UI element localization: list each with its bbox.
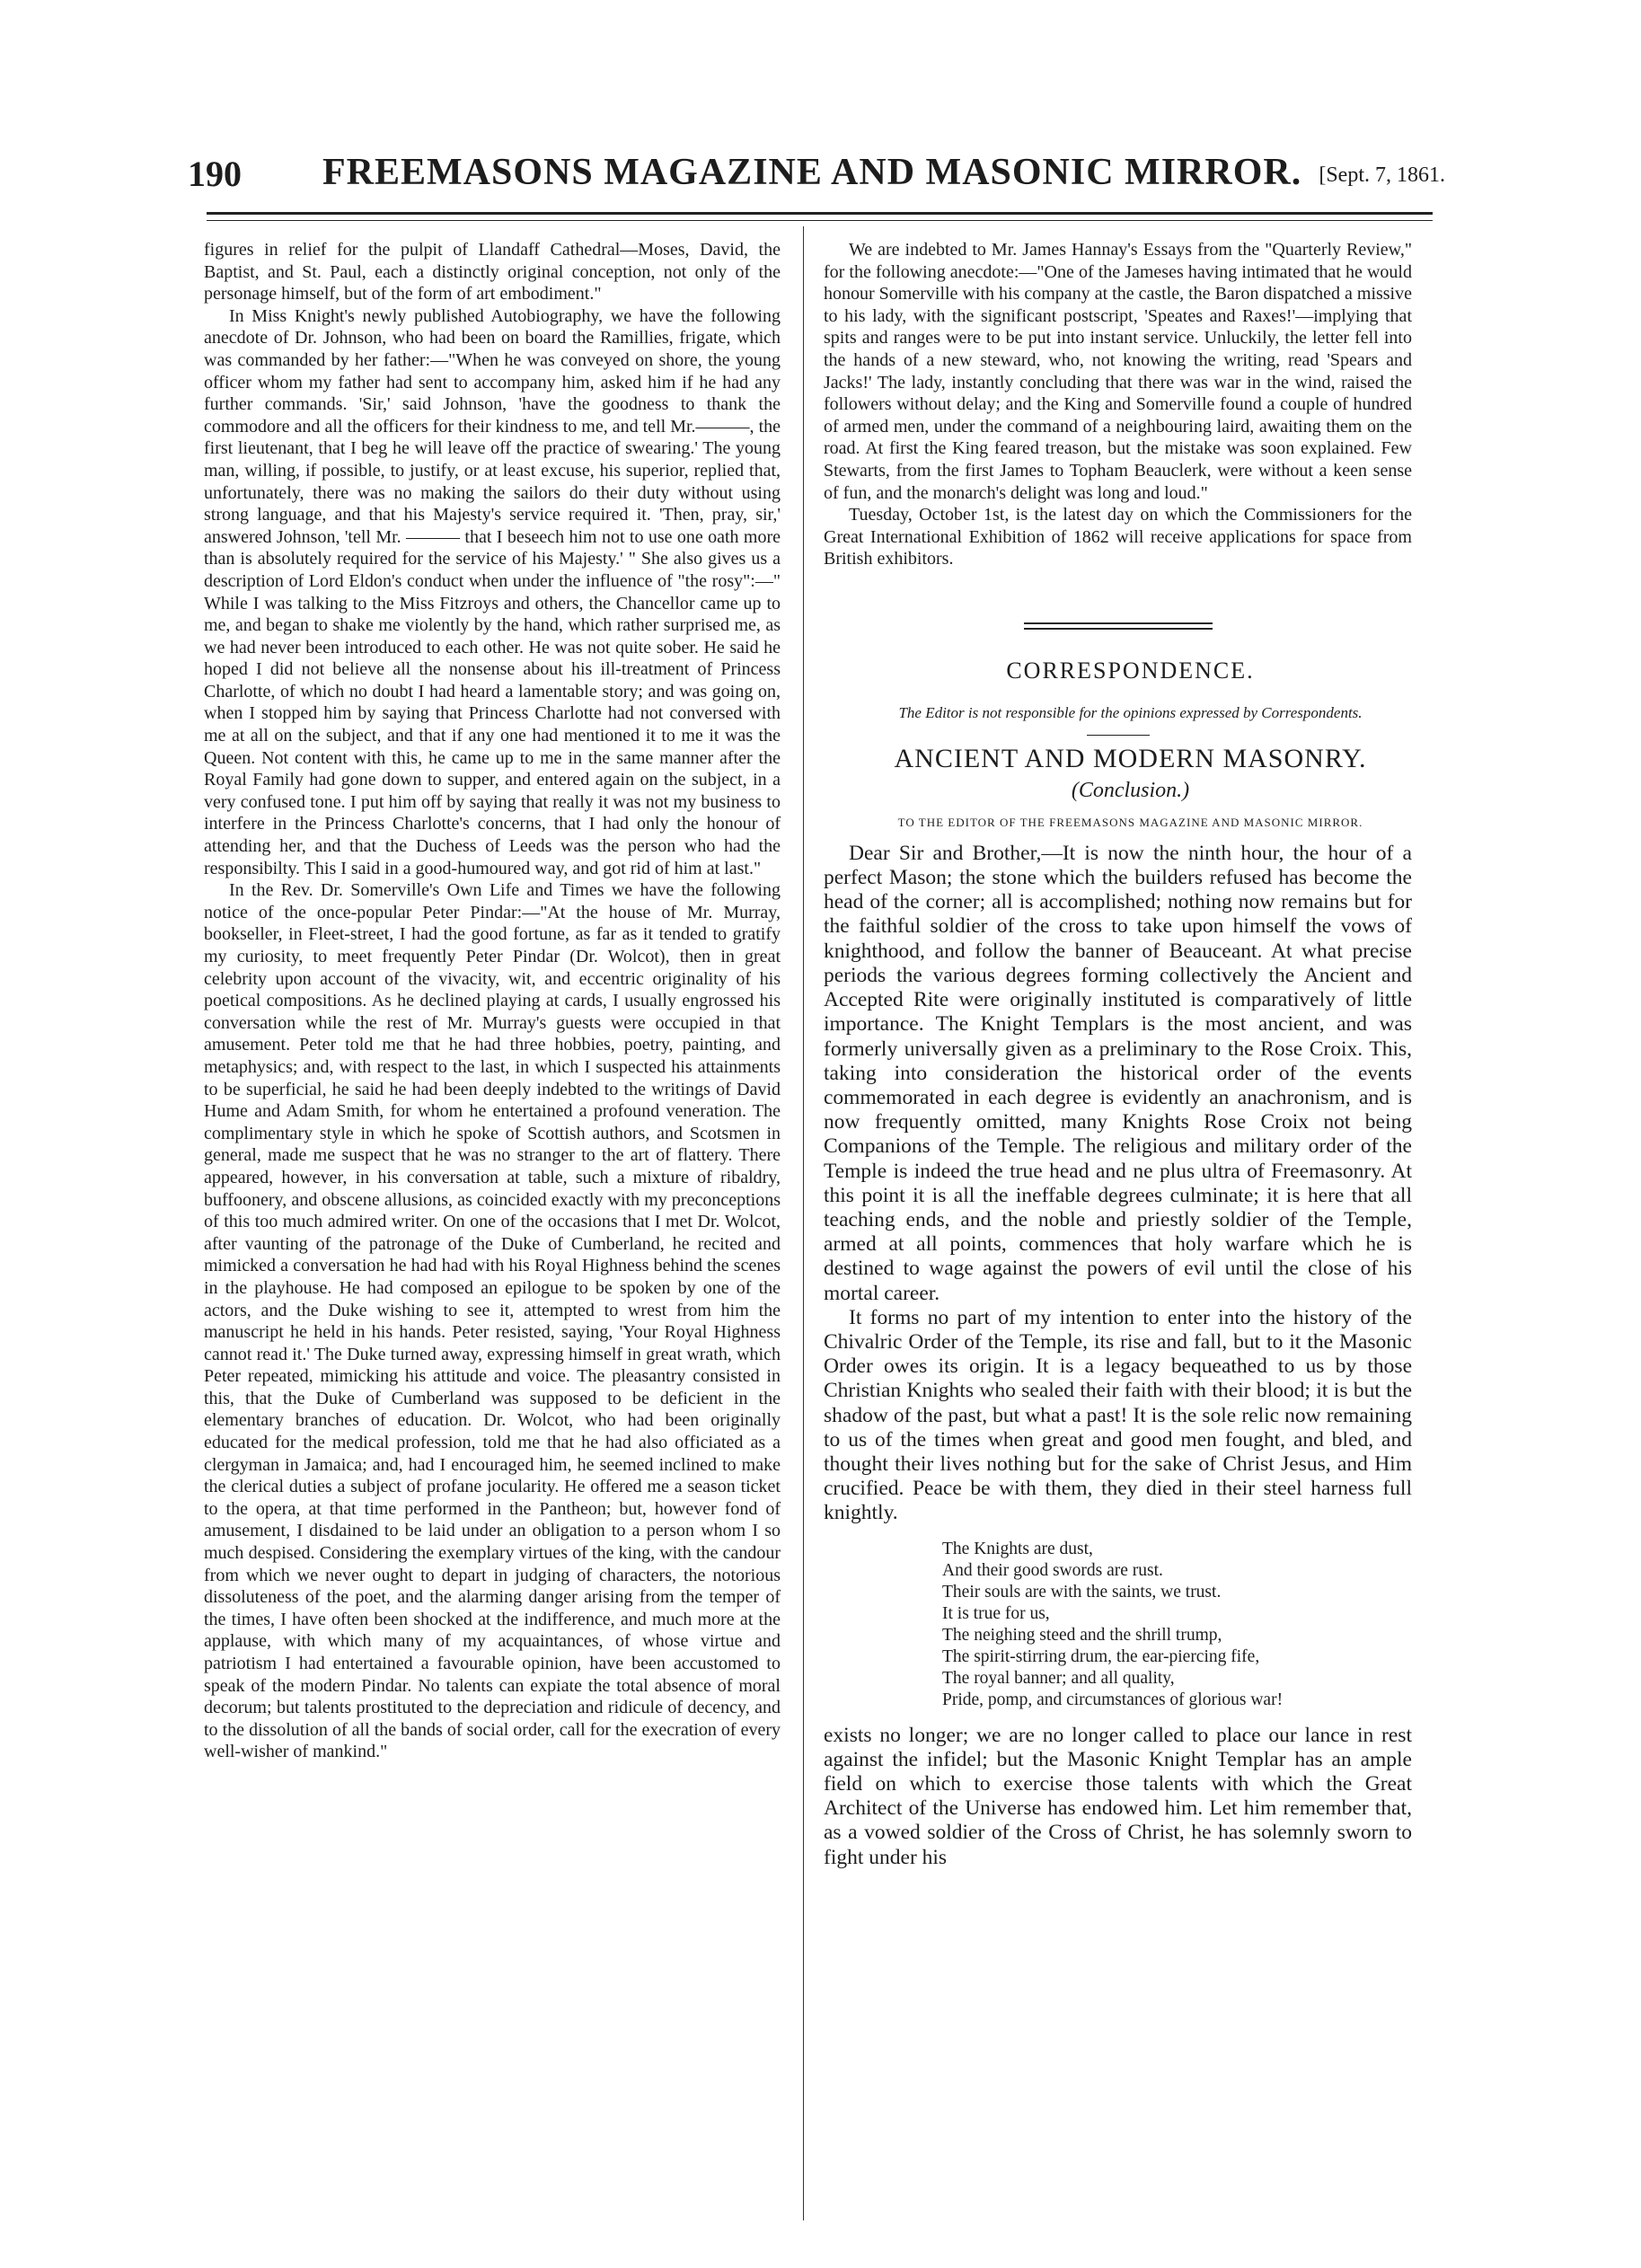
page-number: 190 [188,154,242,194]
letter-body [824,842,1412,1526]
paragraph: It forms no part of my intention to enter into the history of the Chivalric Order of the Temple, its rise and fall, but to it the Masonic Order owes its origin. It is a legacy bequeathed to us by those Christian Knights who sealed their faith with their blood; it is but the shadow of the past, but what a past! It is the sole relic now remaining to us of the times when great and good men fought, and bled, and thought their lives nothing but for the sake of Christ Jesus, and Him crucified. Peace be with them, they died in their steel harness full knightly. [824,1305,1412,1525]
letter-continuation [824,1724,1412,1870]
poem-line: It is true for us, [942,1603,1050,1623]
poem-line: The neighing steed and the shrill trump, [942,1625,1222,1645]
article-title: ANCIENT AND MODERN MASONRY. [894,744,1367,774]
masthead [188,151,1445,205]
section-heading: CORRESPONDENCE. [1006,657,1255,684]
paragraph: Dear Sir and Brother,—It is now the ninth hour, the hour of a perfect Mason; the stone which the builders refused has become the head of the corner; all is accomplished; nothing now remains but for the faithful soldier of the cross to take upon himself the vows of knighthood, and follow the banner of Beauceant. At what precise periods the various degrees forming collectively the Ancient and Accepted Rite were originally instituted is comparatively of little importance. The Knight Templars is the most ancient, and was formerly universally given as a preliminary to the Rose Croix. This, taking into consideration the historical order of the events commemorated in each degree is evidently an anachronism, and is now frequently omitted, many Knights Rose Croix not being Companions of the Temple. The religious and military order of the Temple is indeed the true head and ne plus ultra of Freemasonry. At this point it is all the ineffable degrees culminate; it is here that all teaching ends, and the noble and priestly soldier of the Temple, armed at all points, commences that holy warfare which he is destined to wage against the powers of evil until the close of his mortal career. [824,841,1412,1305]
publication-title: FREEMASONS MAGAZINE AND MASONIC MIRROR. [322,152,1302,193]
editor-disclaimer: The Editor is not responsible for the opinions expressed by Correspondents. [898,703,1363,721]
paragraph: figures in relief for the pulpit of Llandaff Cathedral—Moses, David, the Baptist, and St. Paul, each a distinctly original conception, not only of the personage himself, but of the form of art embodiment." [204,240,781,304]
letter-address: TO THE EDITOR OF THE FREEMASONS MAGAZINE AND MASONIC MIRROR. [897,816,1363,830]
column-divider [803,226,804,2220]
paragraph: In Miss Knight's newly published Autobiography, we have the following anecdote of Dr. Johnson, who had been on board the Ramillies, frigate, which was commanded by her father:—"When he was conveyed on shore, the young officer whom my father had sent to accompany him, asked him if he had any further commands. 'Sir,' said Johnson, 'have the goodness to thank the commodore and all the officers for their kindness to me, and tell Mr.———, the first lieutenant, that I beg he will leave off the practice of swearing.' The young man, willing, if possible, to justify, or at least excuse, his superior, replied that, unfortunately, there was no making the sailors do their duty without using strong language, and that his Majesty's service required it. 'Then, pray, sir,' answered Johnson, 'tell Mr. ——— that I beseech him not to use one oath more than is absolutely required for the service of his Majesty.' " She also gives us a description of Lord Eldon's conduct when under the influence of "the rosy":—" While I was talking to the Miss Fitzroys and others, the Chancellor came up to me, and began to shake me violently by the hand, which rather surprised me, as we had never been introduced to each other. He was not quite sober. He said he hoped I did not believe all the nonsense about his ill-treatment of Princess Charlotte, of which no doubt I had heard a lamentable story; and was going on, when I stopped him by saying that Princess Charlotte had not conversed with me at all on the subject, and that if any one had mentioned it to me it was the Queen. Not content with this, he came up to me in the same manner after the Royal Family had gone down to supper, and entered again on the subject, in a very confused tone. I put him off by saying that really it was not my business to interfere in the Princess Charlotte's concerns, that I had only the honour of attending her, and that the Duchess of Leeds was the person who had the responsibilty. This I said in a good-humoured way, and got rid of him at last." [204,305,781,878]
poem-line: And their good swords are rust. [942,1560,1163,1580]
paragraph: We are indebted to Mr. James Hannay's Essays from the "Quarterly Review," for the following anecdote:—"One of the Jameses having intimated that he would honour Somerville with his company at the castle, the Baron dispatched a missive to his lady, with the significant postscript, 'Speates and Raxes!'—implying that spits and ranges were to be put into instant service. Unluckily, the letter fell into the hands of a new steward, who, not knowing the writing, read 'Spears and Jacks!' The lady, instantly concluding that there was war in the wind, raised the followers without delay; and the King and Somerville found a couple of hundred of armed men, under the command of a neighbouring laird, awaiting them on the road. At first the King feared treason, but the mistake was soon explained. Few Stewarts, from the first James to Topham Beauclerk, were without a keen sense of fun, and the monarch's delight was long and loud." [824,240,1412,503]
poem-line: The Knights are dust, [942,1539,1093,1558]
poem [942,1539,1412,1711]
masthead-rule [207,212,1433,221]
section-separator [1024,622,1213,630]
article-subtitle: (Conclusion.) [1071,778,1190,802]
right-column [824,239,1412,1870]
paragraph: Tuesday, October 1st, is the latest day on which the Commissioners for the Great International Exhibition of 1862 will receive applications for space from British exhibitors. [824,505,1412,569]
paragraph: In the Rev. Dr. Somerville's Own Life and Times we have the following notice of the once-popular Peter Pindar:—"At the house of Mr. Murray, bookseller, in Fleet-street, I had the good fortune, as far as it tended to gratify my curiosity, to meet frequently Peter Pindar (Dr. Wolcot), then in great celebrity upon account of the vivacity, wit, and eccentric originality of his poetical compositions. As he declined playing at cards, I usually engrossed his conversation while the rest of Mr. Murray's guests were occupied in that amusement. Peter told me that he had three hobbies, poetry, painting, and metaphysics; and, with respect to the last, in which I suspected his attainments to be superficial, he said he had been deeply indebted to the writings of David Hume and Adam Smith, for whom he entertained a profound veneration. The complimentary style in which he spoke of Scottish authors, and Scotsmen in general, made me suspect that he was no stranger to the art of flattery. There appeared, however, in his conversation at table, such a mixture of ribaldry, buffoonery, and obscene allusions, as coincided exactly with my preconceptions of this too much admired writer. On one of the occasions that I met Dr. Wolcot, after vaunting of the patronage of the Duke of Cumberland, he recited and mimicked a conversation he had had with his Royal Highness behind the scenes in the playhouse. He had composed an epilogue to be spoken by one of the actors, and the Duke wishing to see it, attempted to wrest from him the manuscript he held in his hands. Peter resisted, saying, 'Your Royal Highness cannot read it.' The Duke turned away, expressing himself in great wrath, which Peter repeated, mimicking his attitude and voice. The pleasantry consisted in this, that the Duke of Cumberland was supposed to be deficient in the elementary branches of education. Dr. Wolcot, who had been originally educated for the medical profession, told me that he had also officiated as a clergyman in Jamaica; and, had I encouraged him, he seemed inclined to make the clerical duties a subject of profane jocularity. He offered me a season ticket to the opera, at that time performed in the Pantheon; but, however fond of amusement, I disdained to be laid under an obligation to a person whom I so much despised. Considering the exemplary virtues of the king, with the candour from which we never ought to depart in judging of characters, the notorious dissoluteness of the poet, and the alarming danger arising from the temper of the times, I have often been shocked at the indifference, and much more at the applause, with which many of my acquaintances, of whose virtue and patriotism I had entertained a favourable opinion, have been accustomed to speak of the modern Pindar. No talents can expiate the total absence of moral decorum; but talents prostituted to the depreciation and ridicule of decency, and to the dissolution of all the bands of social order, call for the execration of every well-wisher of mankind." [204,880,781,1762]
paragraph: exists no longer; we are no longer called to place our lance in rest against the infidel; but the Masonic Knight Templar has an ample field on which to exercise those talents with which the Great Architect of the Universe has endowed him. Let him remember that, as a vowed soldier of the Cross of Christ, he has solemnly sworn to fight under his [824,1723,1412,1869]
poem-line: The royal banner; and all quality, [942,1668,1175,1688]
poem-line: Their souls are with the saints, we trust. [942,1582,1222,1602]
left-column [204,239,781,1763]
poem-line: The spirit-stirring drum, the ear-piercing fife, [942,1646,1260,1666]
poem-line: Pride, pomp, and circumstances of glorious war! [942,1690,1284,1709]
issue-date: [Sept. 7, 1861. [1319,163,1445,187]
